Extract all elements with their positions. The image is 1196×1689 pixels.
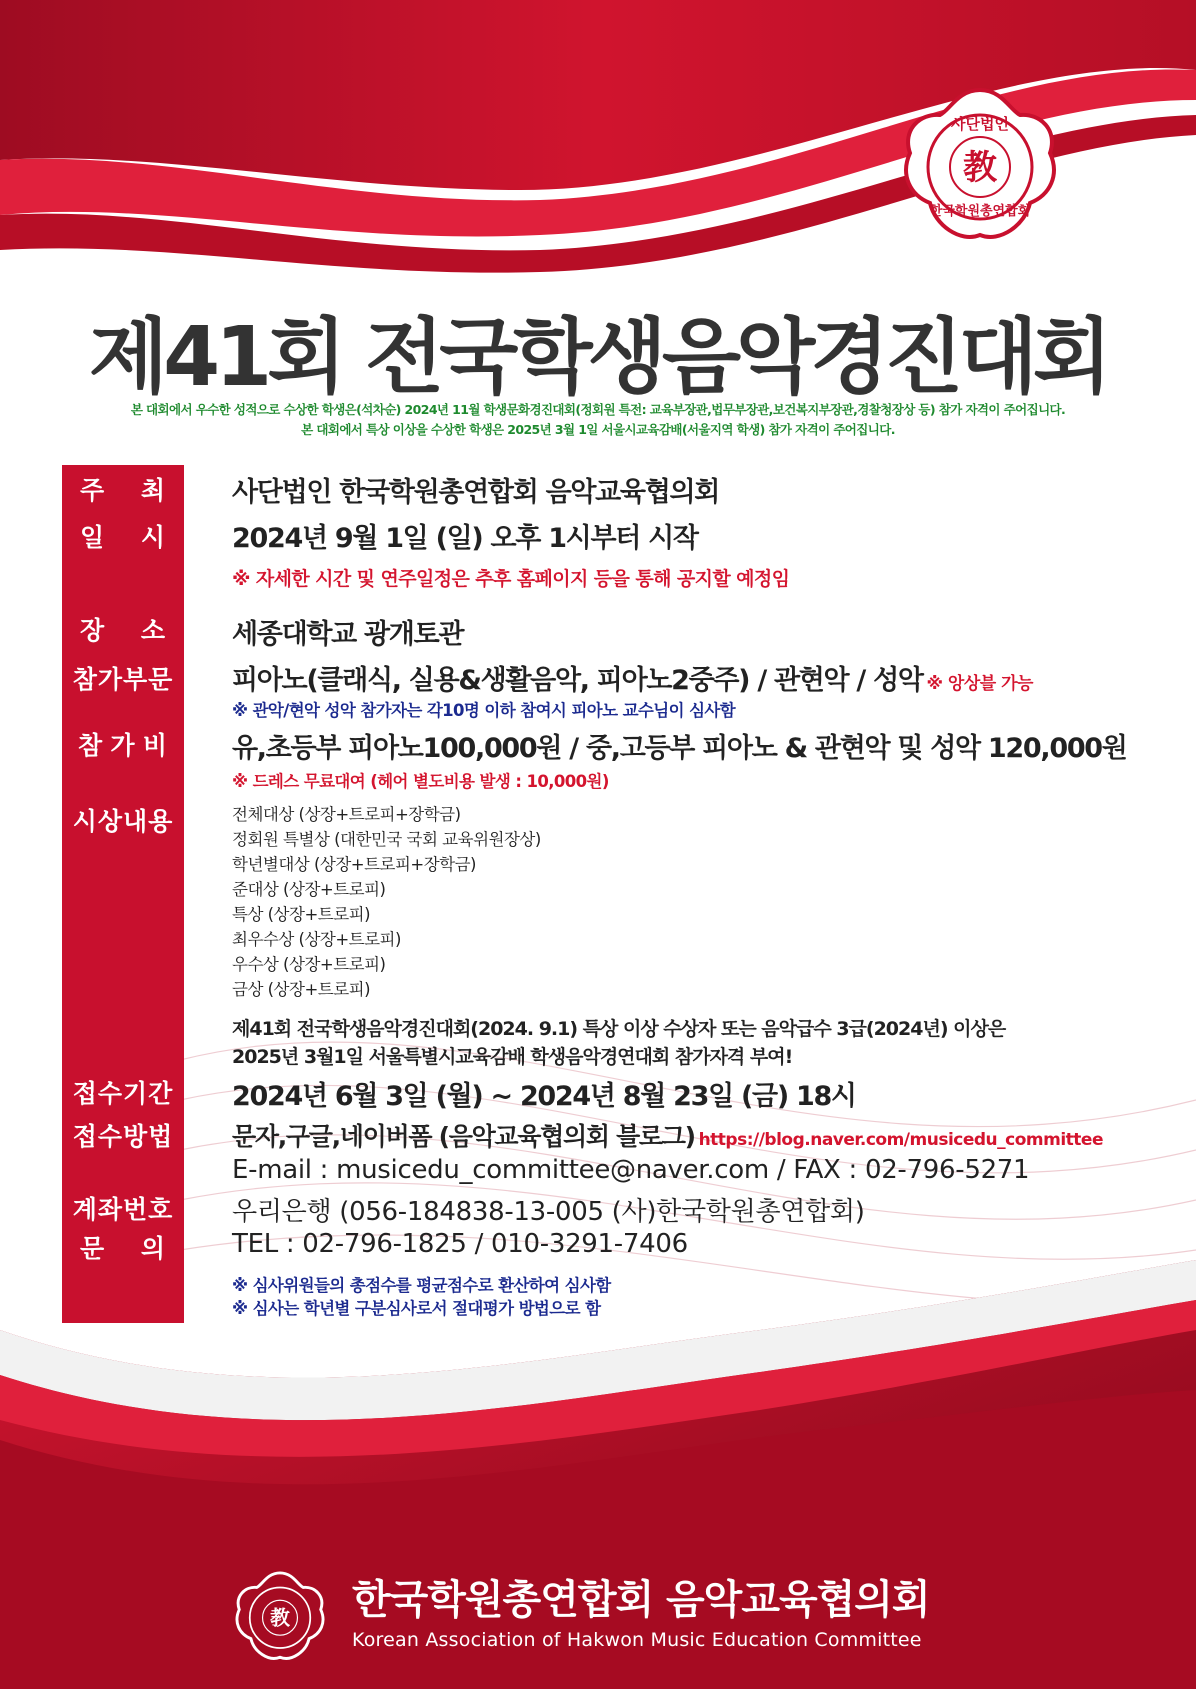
- list-item: 전체대상 (상장+트로피+장학금): [232, 805, 461, 824]
- label-fee: 참 가 비: [78, 731, 168, 760]
- venue-value: 세종대학교 광개토관: [232, 619, 464, 650]
- label-date: 일 시: [80, 523, 166, 552]
- svg-text:教: 教: [963, 148, 997, 188]
- svg-text:사단법인: 사단법인: [951, 115, 1009, 133]
- list-item: 금상 (상장+트로피): [232, 980, 371, 999]
- association-seal-logo: [900, 85, 1060, 250]
- account-value: 우리은행 (056-184838-13-005 (사)한국학원총연합회): [232, 1197, 865, 1227]
- footer-org-name-en: Korean Association of Hakwon Music Education Committee: [352, 1629, 922, 1651]
- label-awards: 시상내용: [72, 807, 174, 836]
- blog-link[interactable]: https://blog.naver.com/musicedu_committee: [698, 1130, 1103, 1150]
- list-item: 최우수상 (상장+트로피): [232, 930, 401, 949]
- category-value: 피아노(클래식, 실용&생활음악, 피아노2중주) / 관현악 / 성악: [232, 665, 923, 696]
- label-method: 접수방법: [72, 1122, 174, 1151]
- svg-text:한국학원총연합회: 한국학원총연합회: [929, 204, 1031, 219]
- date-note: ※ 자세한 시간 및 연주일정은 추후 홈페이지 등을 통해 공지할 예정임: [232, 568, 790, 590]
- label-account: 계좌번호: [72, 1195, 174, 1224]
- awards-note-2: 2025년 3월1일 서울특별시교육감배 학생음악경연대회 참가자격 부여!: [232, 1046, 793, 1068]
- awards-list: [232, 802, 541, 1002]
- label-inquiry: 문 의: [80, 1234, 166, 1263]
- date-value: 2024년 9월 1일 (일) 오후 1시부터 시작: [232, 523, 698, 554]
- svg-text:教: 教: [270, 1605, 290, 1630]
- label-category: 참가부문: [72, 665, 174, 694]
- page-title: 제41회 전국학생음악경진대회: [88, 310, 1108, 405]
- eligibility-note-1: 본 대회에서 우수한 성적으로 수상한 학생은(석차순) 2024년 11월 학생문화경진대회(정회원 특전: 교육부장관,법무부장관,보건복지부장관,경찰청장상 등) 참가 자격이 주어집니다.: [130, 402, 1066, 417]
- eligibility-note-2: 본 대회에서 특상 이상을 수상한 학생은 2025년 3월 1일 서울시교육감배(서울지역 학생) 참가 자격이 주어집니다.: [301, 422, 895, 437]
- email-fax-value: E-mail : musicedu_committee@naver.com / FAX : 02-796-5271: [232, 1155, 1030, 1185]
- list-item: 우수상 (상장+트로피): [232, 955, 386, 974]
- category-row: [232, 658, 1033, 697]
- judge-note-2: ※ 심사는 학년별 구분심사로서 절대평가 방법으로 함: [232, 1299, 601, 1318]
- host-value: 사단법인 한국학원총연합회 음악교육협의회: [232, 477, 720, 508]
- fee-value: 유,초등부 피아노100,000원 / 중,고등부 피아노 & 관현악 및 성악 120,000원: [232, 733, 1127, 764]
- category-inline-note: ※ 앙상블 가능: [926, 674, 1033, 694]
- list-item: 특상 (상장+트로피): [232, 905, 371, 924]
- list-item: 정회원 특별상 (대한민국 국회 교육위원장상): [232, 830, 541, 849]
- label-venue: 장 소: [80, 616, 166, 645]
- judge-note-1: ※ 심사위원들의 총점수를 평균점수로 환산하여 심사함: [232, 1276, 611, 1295]
- label-host: 주 최: [80, 476, 166, 505]
- method-value: 문자,구글,네이버폼 (음악교육협의회 블로그): [232, 1122, 695, 1151]
- footer-org-name: 한국학원총연합회 음악교육협의회: [352, 1577, 930, 1623]
- period-value: 2024년 6월 3일 (월) ~ 2024년 8월 23일 (금) 18시: [232, 1081, 856, 1112]
- footer-seal-logo: [232, 1570, 328, 1666]
- label-period: 접수기간: [72, 1079, 174, 1108]
- list-item: 학년별대상 (상장+트로피+장학금): [232, 855, 476, 874]
- tel-value: TEL : 02-796-1825 / 010-3291-7406: [232, 1229, 688, 1259]
- list-item: 준대상 (상장+트로피): [232, 880, 386, 899]
- category-note: ※ 관악/현악 성악 참가자는 각10명 이하 참여시 피아노 교수님이 심사함: [232, 701, 736, 720]
- awards-note-1: 제41회 전국학생음악경진대회(2024. 9.1) 특상 이상 수상자 또는 음악급수 3급(2024년) 이상은: [232, 1018, 1006, 1040]
- fee-note: ※ 드레스 무료대여 (헤어 별도비용 발생 : 10,000원): [232, 772, 609, 791]
- method-row: [232, 1117, 1103, 1153]
